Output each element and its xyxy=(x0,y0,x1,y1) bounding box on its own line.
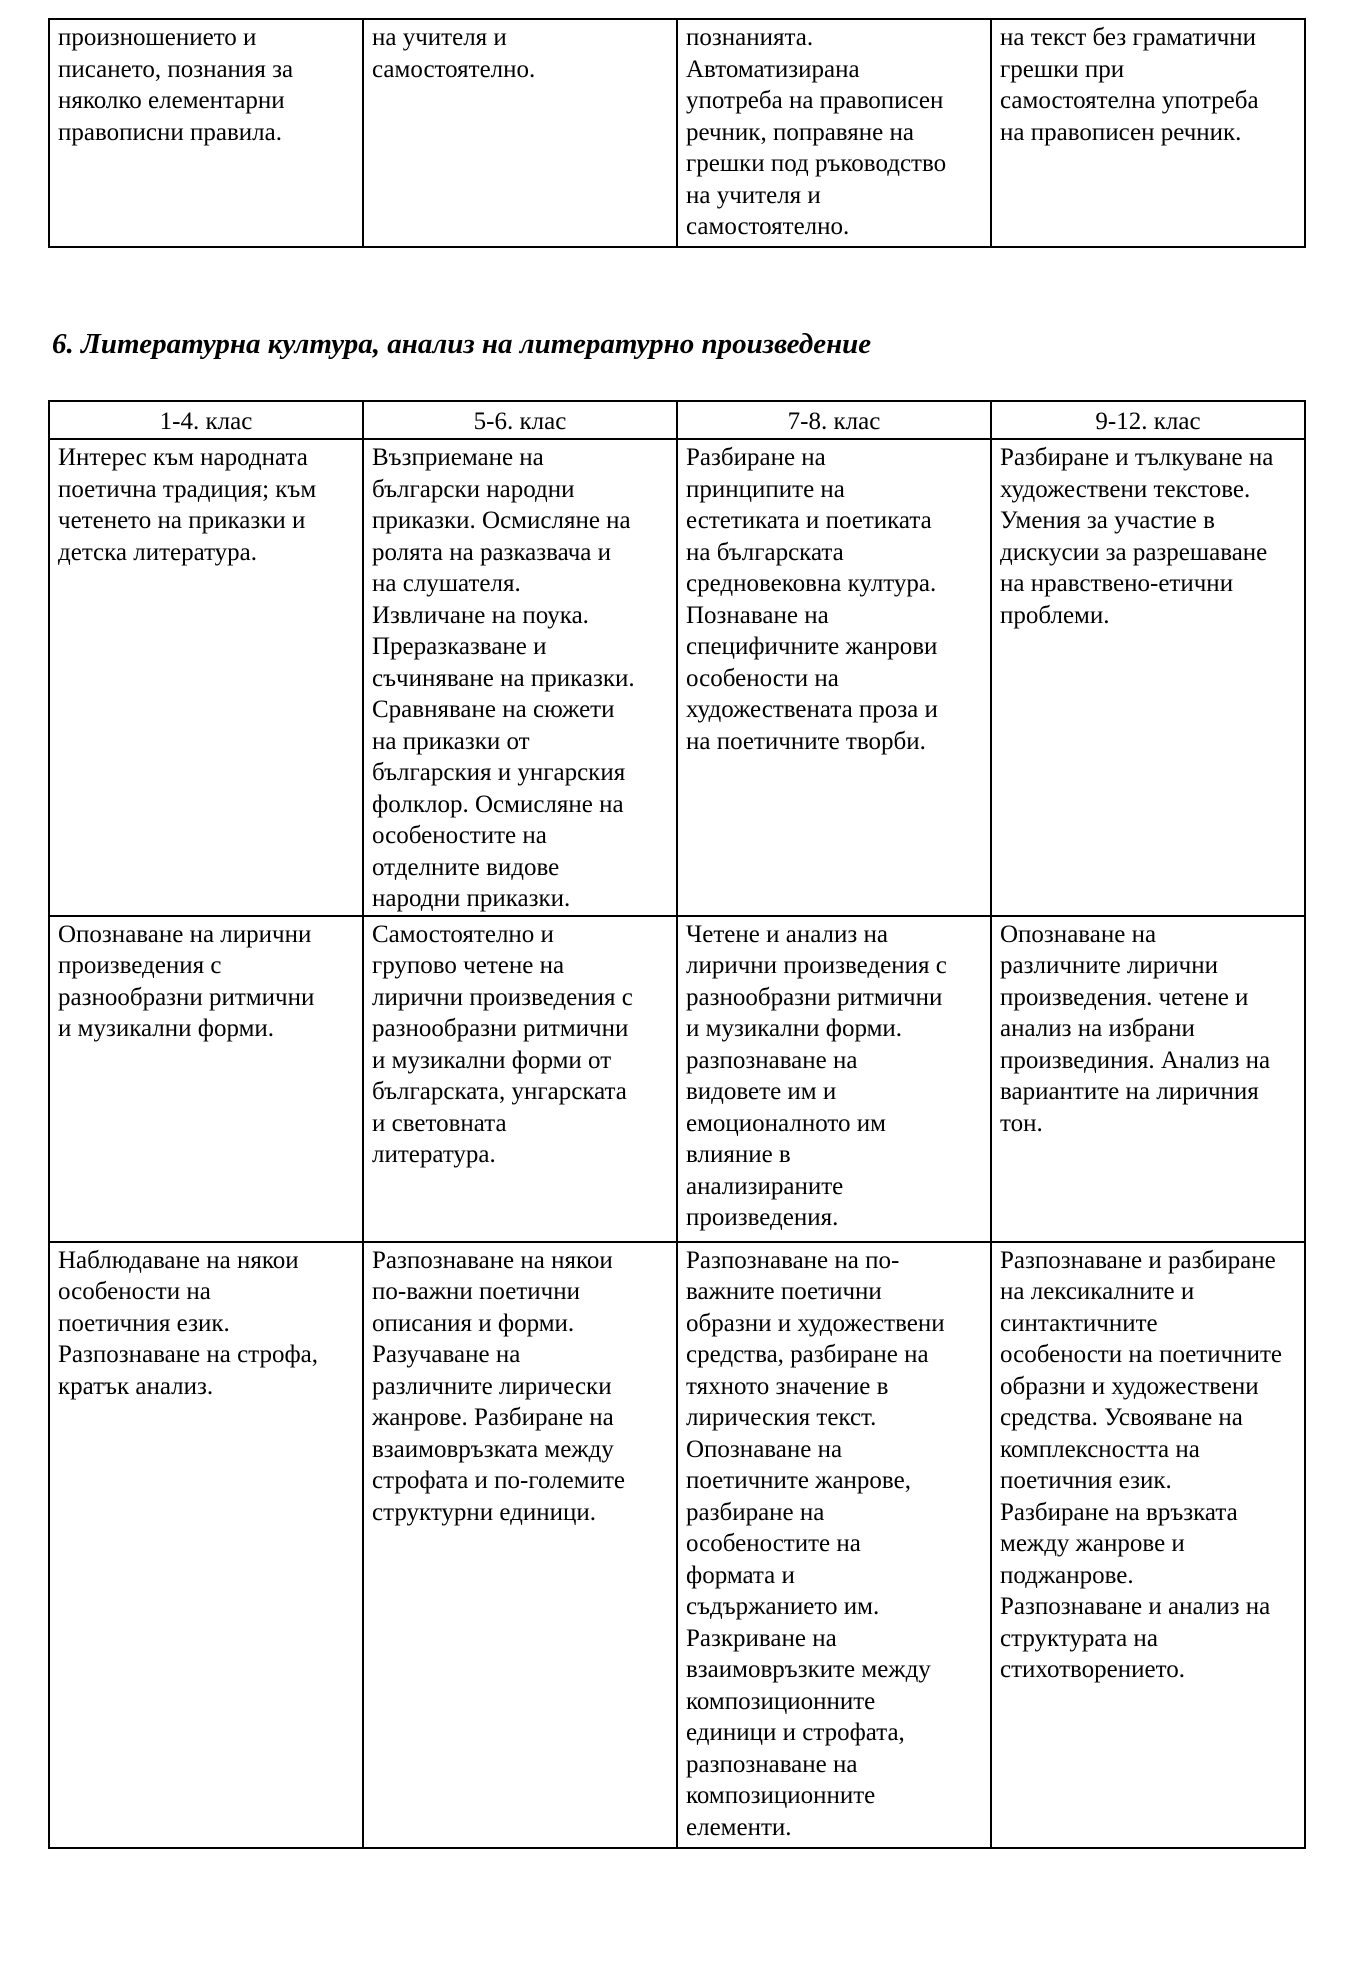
table-row xyxy=(49,439,1305,916)
column-header-grade-5-6: 5-6. клас xyxy=(363,401,677,439)
table-cell-grade-5-6: на учителя и самостоятелно. xyxy=(363,19,677,247)
table-cell: Разпознаване на някои по-важни поетични описания и форми. Разучаване на различните лирически жанрове. Разбиране на взаимовръзката между строфата и по-големите структурни единици. xyxy=(363,1242,677,1848)
table-row xyxy=(49,19,1305,247)
table-cell: Опознаване на различните лирични произведения. четене и анализ на избрани произвединия. Анализ на вариантите на лиричния тон. xyxy=(991,916,1305,1242)
table-cell: Наблюдаване на някои особености на поетичния език. Разпознаване на строфа, кратък анализ. xyxy=(49,1242,363,1848)
table-cell: Разпознаване на по- важните поетични образни и художествени средства, разбиране на тяхното значение в лирическия текст. Опознаване на поетичните жанрове, разбиране на особеностите на формата и съдържанието им. Разкриване на взаимовръзките между композиционните единици и строфата, разпознаване на композиционните елементи. xyxy=(677,1242,991,1848)
column-header-grade-9-12: 9-12. клас xyxy=(991,401,1305,439)
table-cell: Разпознаване и разбиране на лексикалните и синтактичните особености на поетичните образни и художествени средства. Усвояване на комплексността на поетичния език. Разбиране на връзката между жанрове и поджанрове. Разпознаване и анализ на структурата на стихотворението. xyxy=(991,1242,1305,1848)
table-cell-grade-1-4: произношението и писането, познания за няколко елементарни правописни правила. xyxy=(49,19,363,247)
table-row xyxy=(49,1242,1305,1848)
table-cell-grade-9-12: на текст без граматични грешки при самостоятелна употреба на правописен речник. xyxy=(991,19,1305,247)
column-header-grade-7-8: 7-8. клас xyxy=(677,401,991,439)
column-header-grade-1-4: 1-4. клас xyxy=(49,401,363,439)
table-cell: Разбиране и тълкуване на художествени текстове. Умения за участие в дискусии за разрешаване на нравствено-етични проблеми. xyxy=(991,439,1305,916)
table-cell: Самостоятелно и групово четене на лирични произведения с разнообразни ритмични и музикални форми от българската, унгарската и световната литература. xyxy=(363,916,677,1242)
section-heading: 6. Литературна култура, анализ на литературно произведение xyxy=(52,328,872,360)
table-cell: Разбиране на принципите на естетиката и поетиката на българската средновековна култура. Познаване на специфичните жанрови особености на художествената проза и на поетичните творби. xyxy=(677,439,991,916)
literature-table xyxy=(48,400,1306,1849)
table-cell: Възприемане на български народни приказки. Осмисляне на ролята на разказвача и на слушателя. Извличане на поука. Преразказване и съчиняване на приказки. Сравняване на сюжети на приказки от българския и унгарския фолклор. Осмисляне на особеностите на отделните видове народни приказки. xyxy=(363,439,677,916)
continued-table xyxy=(48,18,1306,248)
table-cell: Четене и анализ на лирични произведения с разнообразни ритмични и музикални форми. разпознаване на видовете им и емоционалното им влияние в анализираните произведения. xyxy=(677,916,991,1242)
table-row xyxy=(49,916,1305,1242)
table-cell: Интерес към народната поетична традиция; към четенето на приказки и детска литература. xyxy=(49,439,363,916)
table-header-row xyxy=(49,401,1305,439)
table-cell: Опознаване на лирични произведения с разнообразни ритмични и музикални форми. xyxy=(49,916,363,1242)
table-cell-grade-7-8: познанията. Автоматизирана употреба на правописен речник, поправяне на грешки под ръководство на учителя и самостоятелно. xyxy=(677,19,991,247)
